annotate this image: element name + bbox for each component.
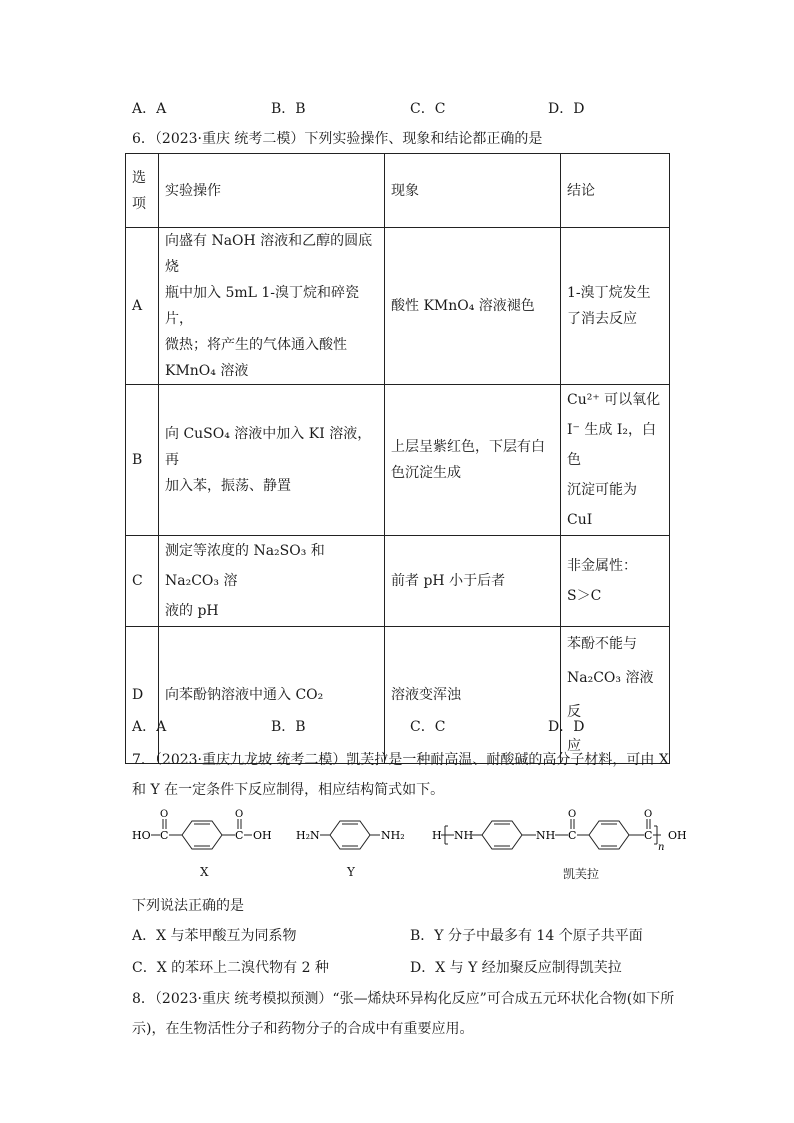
label-x: X: [200, 865, 209, 879]
oh-label: OH: [668, 829, 687, 842]
phen-line: 溶液变浑浊: [391, 687, 461, 703]
q6-stem: 6．（2023·重庆 统考二模）下列实验操作、现象和结论都正确的是: [132, 131, 543, 147]
structure-x: [132, 808, 282, 858]
choice-d: D．X 与 Y 经加聚反应制得凯芙拉: [410, 960, 622, 976]
q8-line2: 示)，在生物活性分子和药物分子的合成中有重要应用。: [132, 1021, 474, 1037]
row-conclusion: [561, 536, 670, 627]
header-option: 选 项: [126, 154, 159, 228]
row-option: A: [126, 228, 159, 385]
h2n-label: H₂N: [296, 829, 320, 842]
op-line: 向盛有 NaOH 溶液和乙醇的圆底烧: [165, 233, 373, 275]
option-b: B．B: [271, 719, 306, 735]
q8-line1: 8．（2023·重庆 统考模拟预测）“张—烯炔环异构化反应”可合成五元环状化合物(如下所: [132, 991, 675, 1007]
c-label: C: [644, 829, 653, 842]
label-y: Y: [347, 865, 355, 879]
row-conclusion: [561, 627, 670, 764]
header-conclusion: 结论: [561, 154, 670, 228]
op-line: 加入苯，振荡、静置: [165, 478, 291, 494]
concl-line: 苯酚不能与: [567, 636, 637, 652]
row-option: D: [126, 627, 159, 764]
phen-line: 酸性 KMnO₄ 溶液褪色: [391, 298, 535, 314]
row-operation: [159, 385, 385, 536]
op-line: KMnO₄ 溶液: [165, 363, 249, 379]
phen-line: 前者 pH 小于后者: [391, 573, 506, 589]
row-operation: [159, 627, 385, 764]
row-option: B: [126, 385, 159, 536]
concl-line: Na₂CO₃ 溶液反: [567, 670, 654, 720]
op-line: 向苯酚钠溶液中通入 CO₂: [165, 687, 324, 703]
option-d: D．D: [548, 719, 585, 735]
q7-stem-line2: 和 Y 在一定条件下反应制得，相应结构简式如下。: [132, 782, 445, 798]
q7-stem-line1: 7．（2023·重庆九龙坡 统考二模）凯芙拉是一种耐高温、耐酸碱的高分子材料，可由 X: [132, 752, 669, 768]
choice-c: C．X 的苯环上二溴代物有 2 种: [132, 960, 329, 976]
phen-line: 上层呈紫红色，下层有白: [391, 439, 545, 455]
concl-line: 沉淀可能为 CuI: [567, 482, 637, 528]
structure-y: [296, 808, 416, 858]
table-row: [126, 627, 670, 764]
option-d: D．D: [548, 101, 585, 117]
op-line: 液的 pH: [165, 603, 219, 619]
table-row: [126, 385, 670, 536]
header-operation: 实验操作: [159, 154, 385, 228]
o-label: O: [644, 809, 653, 820]
row-operation: [159, 228, 385, 385]
concl-line: Cu²⁺ 可以氧化: [567, 392, 661, 408]
row-phenomenon: [385, 536, 561, 627]
option-c: C．C: [410, 101, 446, 117]
choice-b: B．Y 分子中最多有 14 个原子共平面: [410, 928, 643, 944]
nh2-label: NH₂: [381, 829, 405, 842]
q5-options: [132, 98, 692, 118]
option-c: C．C: [410, 719, 446, 735]
row-phenomenon: [385, 627, 561, 764]
ho-label: HO: [132, 829, 151, 842]
option-a: A．A: [132, 719, 167, 735]
table-row: [126, 228, 670, 385]
concl-line: 非金属性：: [567, 558, 637, 574]
op-line: 向 CuSO₄ 溶液中加入 KI 溶液，再: [165, 426, 372, 468]
q7-prompt: 下列说法正确的是: [132, 898, 244, 914]
concl-line: I⁻ 生成 I₂，白色: [567, 422, 656, 468]
option-b: B．B: [271, 101, 306, 117]
header-phenomenon: 现象: [385, 154, 561, 228]
c-label: C: [235, 829, 244, 842]
h-label: H: [432, 829, 442, 842]
option-a: A．A: [132, 101, 167, 117]
choice-a: A．X 与苯甲酸互为同系物: [132, 928, 297, 944]
c-label: C: [568, 829, 577, 842]
op-line: 瓶中加入 5mL 1-溴丁烷和碎瓷片，: [165, 285, 360, 327]
row-operation: [159, 536, 385, 627]
row-conclusion: [561, 228, 670, 385]
row-phenomenon: [385, 385, 561, 536]
o-label: O: [235, 809, 244, 820]
experiment-table: [125, 153, 670, 764]
row-conclusion: [561, 385, 670, 536]
structure-kevlar: [432, 808, 692, 858]
o-label: O: [160, 809, 169, 820]
op-line: 测定等浓度的 Na₂SO₃ 和 Na₂CO₃ 溶: [165, 543, 325, 589]
nh-label: NH: [454, 829, 474, 842]
q6-options: [132, 716, 692, 736]
phen-line: 色沉淀生成: [391, 465, 461, 481]
op-line: 微热；将产生的气体通入酸性: [165, 337, 347, 353]
concl-line: 应: [567, 738, 581, 754]
table-header-row: [126, 154, 670, 228]
o-label: O: [568, 809, 577, 820]
row-option: C: [126, 536, 159, 627]
row-phenomenon: [385, 228, 561, 385]
nh-label: NH: [536, 829, 556, 842]
n-subscript: n: [658, 842, 665, 853]
concl-line: 了消去反应: [567, 311, 637, 327]
c-label: C: [160, 829, 169, 842]
concl-line: S＞C: [567, 588, 602, 604]
oh-label: OH: [253, 829, 272, 842]
concl-line: 1-溴丁烷发生: [567, 285, 651, 301]
table-row: [126, 536, 670, 627]
label-kevlar: 凯芙拉: [563, 867, 600, 881]
